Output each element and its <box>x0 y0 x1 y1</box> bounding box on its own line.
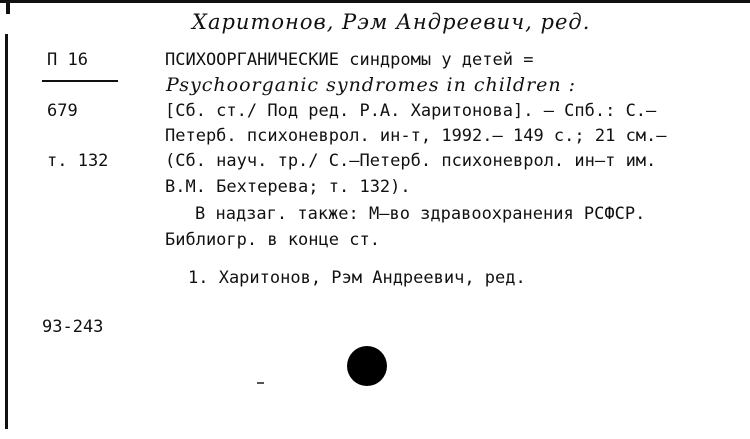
shelf-mark-rule <box>42 80 118 82</box>
added-entry-line: 1. Харитонов, Рэм Андреевич, ред. <box>188 268 526 288</box>
title-line: ПСИХООРГАНИЧЕСКИЕ синдромы у детей = <box>165 50 534 70</box>
volume-number: т. 132 <box>47 151 109 171</box>
accession-number: 93-243 <box>42 317 104 337</box>
edition-line: [Сб. ст./ Под ред. Р.А. Харитонова]. – Спб.: С.– <box>165 101 657 121</box>
bibliography-line: Библиогр. в конце ст. <box>165 230 380 250</box>
note-line: В надзаг. также: М–во здравоохранения РСФСР. <box>195 204 646 224</box>
ink-blot <box>347 346 387 386</box>
publication-line: Петерб. психоневрол. ин-т, 1992.– 149 с.; 21 см.– <box>165 126 667 146</box>
card-corner-mark <box>6 0 10 14</box>
ink-speck <box>257 382 264 384</box>
handwritten-editor-note: Харитонов, Рэм Андреевич, ред. <box>192 10 591 34</box>
handwritten-english-title: Psychoorganic syndromes in children : <box>166 74 577 96</box>
inventory-number: 679 <box>47 101 78 121</box>
series-line: (Сб. науч. тр./ С.–Петерб. психоневрол. ин–т им. <box>165 151 657 171</box>
series-line-cont: В.М. Бехтерева; т. 132). <box>165 177 411 197</box>
shelf-mark: П 16 <box>47 50 88 70</box>
card-top-edge <box>0 0 750 3</box>
card-left-edge <box>5 34 8 429</box>
